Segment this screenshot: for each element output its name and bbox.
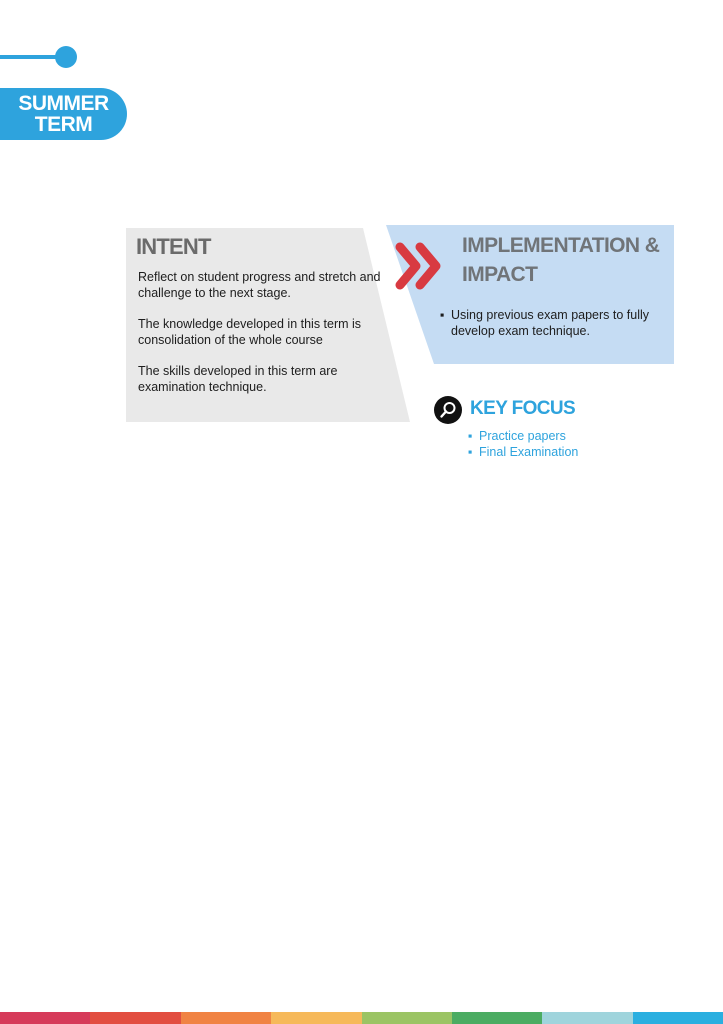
timeline-dot xyxy=(55,46,77,68)
color-bar-segment xyxy=(542,1012,632,1024)
color-bar-segment xyxy=(181,1012,271,1024)
magnifier-icon xyxy=(434,396,462,424)
intent-paragraph: The skills developed in this term are examination technique. xyxy=(138,364,338,394)
implementation-title: IMPLEMENTATION & IMPACT xyxy=(462,234,660,286)
color-bar-segment xyxy=(633,1012,723,1024)
bullet: ▪ xyxy=(440,308,445,322)
list-item-text: Using previous exam papers to fully develop exam technique. xyxy=(451,308,650,338)
list-item xyxy=(468,428,578,444)
color-bar-segment xyxy=(271,1012,361,1024)
list-item xyxy=(468,444,578,460)
list-item-text: Practice papers xyxy=(479,429,566,443)
list-item xyxy=(440,307,665,339)
term-badge-line1: SUMMER xyxy=(18,92,109,115)
timeline-line xyxy=(0,55,60,59)
key-focus-title: KEY FOCUS xyxy=(470,398,576,419)
intent-panel xyxy=(126,228,411,422)
intent-title: INTENT xyxy=(136,234,211,259)
intent-paragraph: The knowledge developed in this term is consolidation of the whole course xyxy=(138,317,362,347)
intent-paragraph: Reflect on student progress and stretch and challenge to the next stage. xyxy=(138,270,381,300)
color-bar-segment xyxy=(0,1012,90,1024)
intent-body xyxy=(138,269,388,410)
term-badge xyxy=(0,88,127,140)
list-item-text: Final Examination xyxy=(479,445,579,459)
key-focus xyxy=(434,396,694,466)
double-chevron-icon xyxy=(394,237,452,295)
footer-color-bar xyxy=(0,1012,723,1024)
bullet: ▪ xyxy=(468,429,473,443)
term-badge-line2: TERM xyxy=(34,113,93,136)
color-bar-segment xyxy=(362,1012,452,1024)
implementation-list xyxy=(440,307,665,339)
key-focus-list xyxy=(468,428,578,460)
color-bar-segment xyxy=(452,1012,542,1024)
bullet: ▪ xyxy=(468,445,473,459)
color-bar-segment xyxy=(90,1012,180,1024)
implementation-panel xyxy=(386,225,675,364)
